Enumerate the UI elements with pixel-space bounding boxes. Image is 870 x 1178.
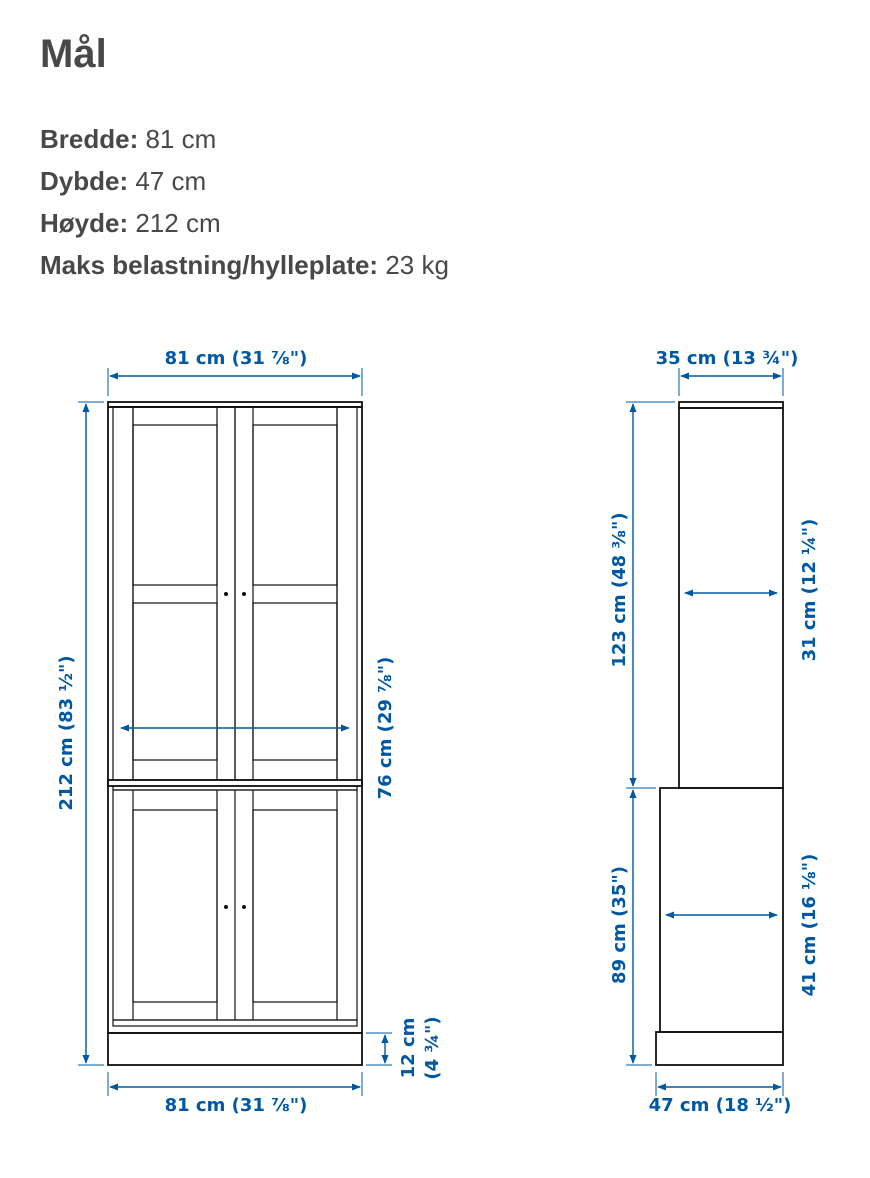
plinth-height-in-label: (4 ¾"): [422, 1016, 443, 1080]
side-bottom-depth-label: 47 cm (18 ½"): [648, 1095, 792, 1116]
spec-value: 23 kg: [378, 250, 449, 280]
side-view: [609, 348, 820, 1116]
side-upper-height-label: 123 cm (48 ⅜"): [609, 512, 630, 668]
spec-depth: [40, 160, 449, 202]
spec-label: Høyde:: [40, 208, 129, 238]
spec-width: [40, 118, 449, 160]
spec-label: Dybde:: [40, 166, 129, 196]
spec-value: 81 cm: [138, 124, 217, 154]
front-width-top-label: 81 cm (31 ⅞"): [164, 348, 308, 369]
cabinet-side-drawing: [656, 402, 783, 1065]
spec-value: 212 cm: [128, 208, 221, 238]
side-lower-shelf-depth-label: 41 cm (16 ⅛"): [799, 853, 820, 997]
page-title: Mål: [40, 32, 107, 76]
side-upper-shelf-depth-label: 31 cm (12 ¼"): [799, 518, 820, 662]
spec-label: Maks belastning/hylleplate:: [40, 250, 379, 280]
front-width-bottom-label: 81 cm (31 ⅞"): [164, 1095, 308, 1116]
cabinet-front-drawing: [108, 402, 362, 1065]
spec-height: [40, 202, 449, 244]
dimension-diagram: [0, 320, 870, 1140]
dimension-specs: [40, 118, 449, 286]
front-height-label: 212 cm (83 ½"): [56, 655, 77, 811]
side-lower-height-label: 89 cm (35"): [609, 866, 630, 984]
spec-max-load: [40, 244, 449, 286]
shelf-width-label: 76 cm (29 ⅞"): [375, 656, 396, 800]
side-top-depth-label: 35 cm (13 ¾"): [655, 348, 799, 369]
spec-label: Bredde:: [40, 124, 139, 154]
plinth-height-cm-label: 12 cm: [398, 1017, 419, 1079]
spec-value: 47 cm: [128, 166, 207, 196]
front-view: [56, 348, 443, 1116]
